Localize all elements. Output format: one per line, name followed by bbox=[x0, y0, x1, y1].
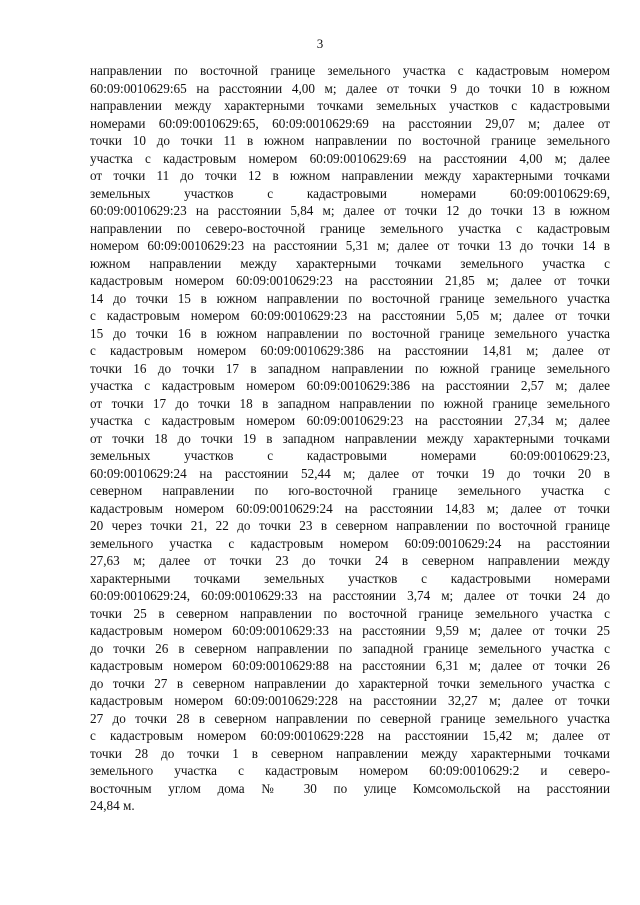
text-line: номерами 60:09:0010629:65, 60:09:0010629:69 на расстоянии 29,07 м; далее от bbox=[90, 115, 610, 131]
text-line: восточным углом дома № 30 по улице Комсомольской на расстоянии bbox=[90, 780, 610, 796]
text-line: направлении между характерными точками земельных участков с кадастровыми bbox=[90, 98, 610, 113]
text-line: южном направлении между характерными точками земельного участка с bbox=[90, 255, 610, 271]
text-line: земельных участков с кадастровыми номерами 60:09:0010629:69, bbox=[90, 185, 610, 201]
text-line: кадастровым номером 60:09:0010629:33 на расстоянии 9,59 м; далее от точки 25 bbox=[90, 623, 610, 638]
text-line: направлении по восточной границе земельного участка с кадастровым номером bbox=[90, 63, 610, 78]
text-line: номером 60:09:0010629:23 на расстоянии 5,31 м; далее от точки 13 до точки 14 в bbox=[90, 238, 610, 253]
text-line: земельных участков с кадастровыми номерами 60:09:0010629:23, bbox=[90, 448, 610, 463]
text-line: направлении по северо-восточной границе земельного участка с кадастровым bbox=[90, 220, 610, 236]
text-line: северном направлении по юго-восточной границе земельного участка с bbox=[90, 483, 610, 498]
text-line: до точки 26 в северном направлении по западной границе земельного участка с bbox=[90, 640, 610, 656]
text-line: 27 до точки 28 в северном направлении по северной границе земельного участка bbox=[90, 710, 610, 726]
text-line: земельного участка с кадастровым номером 60:09:0010629:2 и северо- bbox=[90, 763, 610, 778]
text-line: кадастровым номером 60:09:0010629:88 на расстоянии 6,31 м; далее от точки 26 bbox=[90, 658, 610, 673]
text-line: характерными точками земельных участков с кадастровыми номерами bbox=[90, 570, 610, 586]
text-line: 60:09:0010629:23 на расстоянии 5,84 м; далее от точки 12 до точки 13 в южном bbox=[90, 203, 610, 218]
text-line: кадастровым номером 60:09:0010629:23 на расстоянии 21,85 м; далее от точки bbox=[90, 273, 610, 288]
text-line: кадастровым номером 60:09:0010629:228 на расстоянии 32,27 м; далее от точки bbox=[90, 693, 610, 708]
text-line: участка с кадастровым номером 60:09:0010629:23 на расстоянии 27,34 м; далее bbox=[90, 413, 610, 428]
text-line: 60:09:0010629:24 на расстоянии 52,44 м; далее от точки 19 до точки 20 в bbox=[90, 465, 610, 481]
text-line: кадастровым номером 60:09:0010629:24 на расстоянии 14,83 м; далее от точки bbox=[90, 500, 610, 516]
text-line: 15 до точки 16 в южном направлении по восточной границе земельного участка bbox=[90, 325, 610, 341]
text-line: 27,63 м; далее от точки 23 до точки 24 в северном направлении между bbox=[90, 553, 610, 568]
text-line: от точки 18 до точки 19 в западном направлении между характерными точками bbox=[90, 430, 610, 446]
text-line: с кадастровым номером 60:09:0010629:228 на расстоянии 15,42 м; далее от bbox=[90, 728, 610, 743]
page-number: 3 bbox=[316, 36, 324, 51]
text-line: до точки 27 в северном направлении до характерной точки земельного участка с bbox=[90, 675, 610, 691]
text-line: 14 до точки 15 в южном направлении по восточной границе земельного участка bbox=[90, 290, 610, 306]
text-line: земельного участка с кадастровым номером 60:09:0010629:24 на расстоянии bbox=[90, 535, 610, 551]
text-line: с кадастровым номером 60:09:0010629:386 на расстоянии 14,81 м; далее от bbox=[90, 343, 610, 358]
text-line: 60:09:0010629:24, 60:09:0010629:33 на расстоянии 3,74 м; далее от точки 24 до bbox=[90, 588, 610, 603]
body-text bbox=[90, 62, 610, 815]
text-line: 24,84 м. bbox=[90, 798, 135, 813]
text-line: участка с кадастровым номером 60:09:0010629:386 на расстоянии 2,57 м; далее bbox=[90, 378, 610, 393]
text-line: 20 через точки 21, 22 до точки 23 в северном направлении по восточной границе bbox=[90, 518, 610, 533]
text-line: участка с кадастровым номером 60:09:0010629:69 на расстоянии 4,00 м; далее bbox=[90, 150, 610, 166]
text-line: с кадастровым номером 60:09:0010629:23 на расстоянии 5,05 м; далее от точки bbox=[90, 308, 610, 323]
text-line: точки 16 до точки 17 в западном направлении по южной границе земельного bbox=[90, 360, 610, 376]
text-line: от точки 11 до точки 12 в южном направлении между характерными точками bbox=[90, 168, 610, 183]
text-line: от точки 17 до точки 18 в западном направлении по южной границе земельного bbox=[90, 395, 610, 411]
text-line: точки 10 до точки 11 в южном направлении по восточной границе земельного bbox=[90, 133, 610, 148]
text-line: 60:09:0010629:65 на расстоянии 4,00 м; далее от точки 9 до точки 10 в южном bbox=[90, 80, 610, 96]
text-line: точки 25 в северном направлении по восточной границе земельного участка с bbox=[90, 605, 610, 621]
text-line: точки 28 до точки 1 в северном направлении между характерными точками bbox=[90, 745, 610, 761]
